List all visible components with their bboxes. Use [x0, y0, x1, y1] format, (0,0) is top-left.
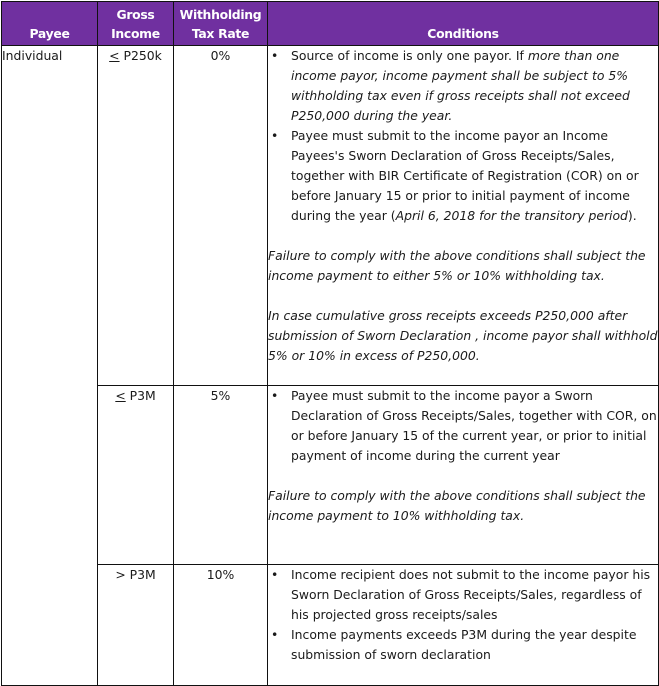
- conditions-cell: [268, 46, 659, 386]
- gross-income-value: P250k: [119, 48, 162, 63]
- gross-income-cell: [98, 46, 174, 386]
- bullet-icon: •: [271, 48, 279, 63]
- less-equal-symbol: <: [109, 48, 120, 63]
- bullet-icon: •: [271, 128, 279, 143]
- header-gross-income: Gross Income: [98, 2, 174, 46]
- condition-item: [268, 565, 658, 625]
- header-payee: Payee: [2, 2, 98, 46]
- header-withholding-tax-rate: Withholding Tax Rate: [174, 2, 268, 46]
- condition-text: Income recipient does not submit to the income payor his Sworn Declaration of Gross Receipts/Sales, regardless of his projected gross receipts/sales: [291, 567, 651, 622]
- condition-text: Income payments exceeds P3M during the year despite submission of sworn declaration: [291, 627, 637, 662]
- withholding-tax-table: [1, 1, 659, 686]
- condition-text: Source of income is only one payor. If: [291, 48, 528, 63]
- condition-text-italic: more than one income payor, income payment shall be subject to 5% withholding tax even if gross receipts shall not exceed P250,000 during the year.: [291, 48, 630, 123]
- condition-item: [268, 625, 658, 665]
- condition-item: [268, 46, 658, 126]
- less-equal-symbol: <: [115, 388, 126, 403]
- bullet-icon: •: [271, 567, 279, 582]
- tax-rate-cell: 10%: [174, 565, 268, 686]
- header-row: [2, 2, 659, 46]
- tax-rate-cell: 5%: [174, 386, 268, 565]
- condition-note: Failure to comply with the above conditions shall subject the income payment to either 5% or 10% withholding tax.: [268, 248, 646, 283]
- gross-income-value: P3M: [125, 388, 156, 403]
- condition-item: [268, 126, 658, 226]
- header-conditions: Conditions: [268, 2, 659, 46]
- conditions-list: [268, 386, 658, 466]
- gross-income-cell: > P3M: [98, 565, 174, 686]
- condition-text: Payee must submit to the income payor a Sworn Declaration of Gross Receipts/Sales, together with COR, on or before January 15 of the current year, or prior to initial payment of income during the current year: [291, 388, 657, 463]
- payee-cell: Individual: [2, 46, 98, 686]
- table-row: [2, 565, 659, 686]
- condition-note: Failure to comply with the above conditions shall subject the income payment to 10% withholding tax.: [268, 488, 646, 523]
- condition-text: ).: [627, 208, 637, 223]
- bullet-icon: •: [271, 388, 279, 403]
- gross-income-cell: [98, 386, 174, 565]
- conditions-cell: [268, 386, 659, 565]
- condition-note: In case cumulative gross receipts exceeds P250,000 after submission of Sworn Declaration , income payor shall withhold 5% or 10% in excess of P250,000.: [268, 308, 658, 363]
- condition-item: [268, 386, 658, 466]
- bullet-icon: •: [271, 627, 279, 642]
- condition-text-italic: April 6, 2018 for the transitory period: [395, 208, 628, 223]
- table-row: [2, 46, 659, 386]
- condition-text: Payee must submit to the income payor an Income Payees's Sworn Declaration of Gross Receipts/Sales, together with BIR Certificate of Registration (COR) on or before January 15 or prior to initial payment of income during the year (: [291, 128, 639, 223]
- conditions-list: [268, 565, 658, 665]
- tax-rate-cell: 0%: [174, 46, 268, 386]
- conditions-list: [268, 46, 658, 226]
- conditions-cell: [268, 565, 659, 686]
- table-row: [2, 386, 659, 565]
